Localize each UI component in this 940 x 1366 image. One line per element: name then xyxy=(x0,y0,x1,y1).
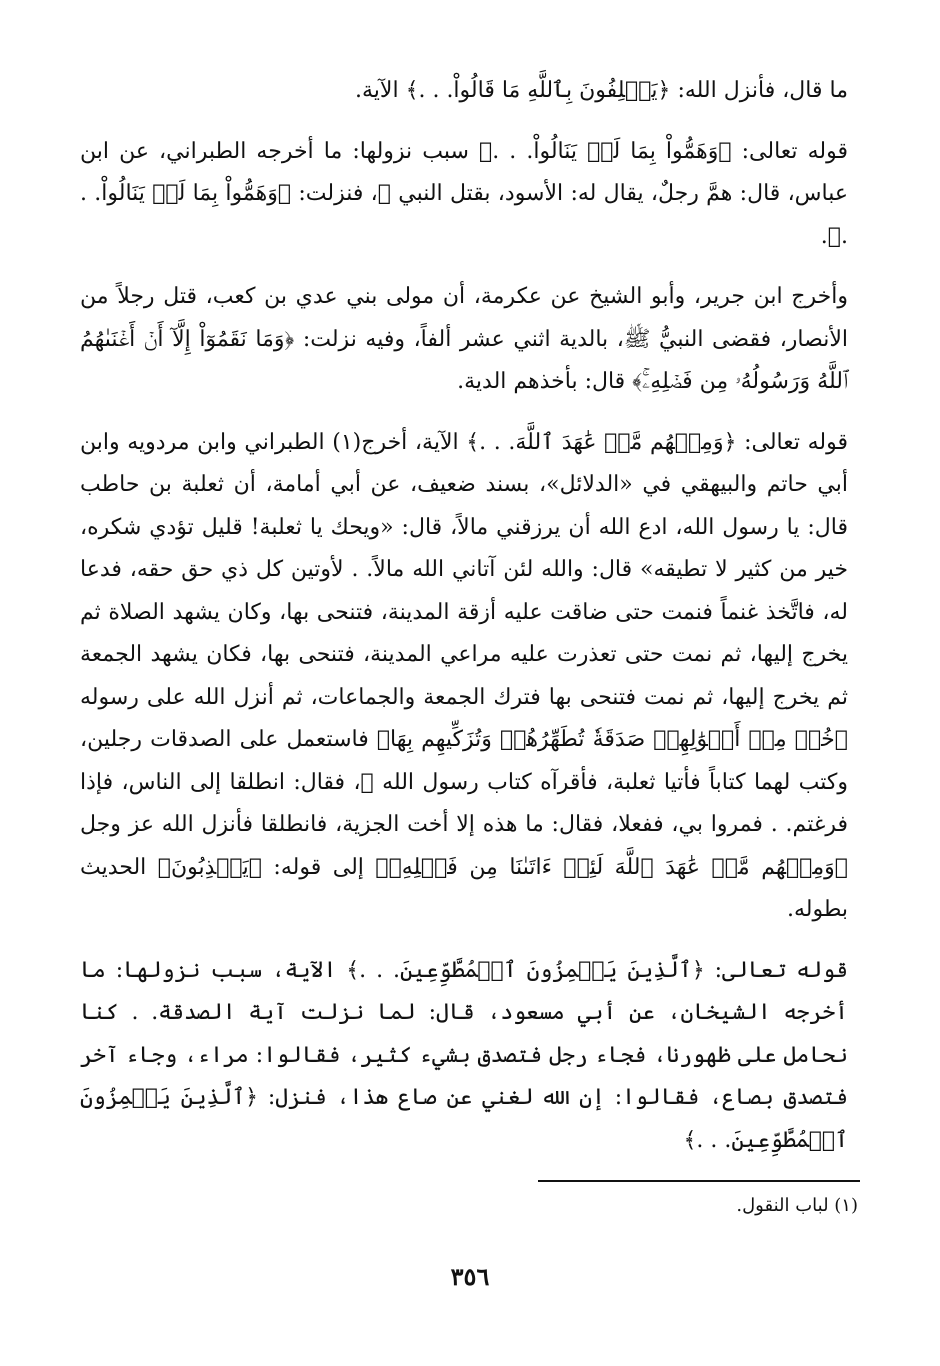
paragraph: قوله تعالى: ﴿وَمِنۡهُم مَّنۡ عَٰهَدَ ٱللَّهَ. . .﴾ الآية، أخرج(١) الطبراني وابن مردويه وابن أبي حاتم والبيهقي في «الدلائل»، بسند ضعيف، عن أبي أمامة، أن ثعلبة بن حاطب قال: يا رسول الله، ادع الله أن يرزقني مالاً، قال: «ويحك يا ثعلبة! قليل تؤدي شكره، خير من كثير لا تطيقه» قال: والله لئن آتاني الله مالاً. . لأوتين كل ذي حق حقه، فدعا له، فاتَّخذ غنماً فنمت حتى ضاقت عليه أزقة المدينة، فتنحى بها، وكان يشهد الصلاة ثم يخرج إليها، ثم نمت حتى تعذرت عليه مراعي المدينة، فتنحى بها، فكان يشهد الجمعة ثم يخرج إليها، ثم نمت فتنحى بها فترك الجمعة والجماعات، ثم أنزل الله على رسوله ﴿خُذۡ مِنۡ أَمۡوَٰلِهِمۡ صَدَقَةٗ تُطَهِّرُهُمۡ وَتُزَكِّيهِم بِهَا﴾ فاستعمل على الصدقات رجلين، وكتب لهما كتاباً فأتيا ثعلبة، فأقرآه كتاب رسول الله ﷺ، فقال: انطلقا إلى الناس، فإذا فرغتم. . فمروا بي، ففعلا، فقال: ما هذه إلا أخت الجزية، فانطلقا فأنزل الله عز وجل ﴿وَمِنۡهُم مَّنۡ عَٰهَدَ ٱللَّهَ لَئِنۡ ءَاتَىٰنَا مِن فَضۡلِهِۦ﴾ إلى قوله: ﴿يَكۡذِبُونَ﴾ الحديث بطوله. xyxy=(80,429,848,922)
paragraph: قوله تعالى: ﴿ٱلَّذِينَ يَلۡمِزُونَ ٱلۡمُطَّوِّعِينَ. . .﴾ الآية، سبب نزولها: ما أخرجه الشيخان، عن أبي مسعود، قال: لما نزلت آية الصدقة. . كنا نحامل على ظهورنا، فجاء رجل فتصدق بشيء كثير، فقالوا: مراء، وجاء آخر فتصدق بصاع، فقالوا: إن الله لغني عن صاع هذا، فنزل: ﴿ٱلَّذِينَ يَلۡمِزُونَ ٱلۡمُطَّوِّعِينَ. . .﴾ xyxy=(80,957,848,1153)
page-number: ٣٥٦ xyxy=(450,1262,490,1291)
paragraph: وأخرج ابن جرير، وأبو الشيخ عن عكرمة، أن مولى بني عدي بن كعب، قتل رجلاً من الأنصار، فقضى النبيُّ ﷺ، بالدية اثني عشر ألفاً، وفيه نزلت: ﴿وَمَا نَقَمُوٓاْ إِلَّآ أَنۡ أَغۡنَىٰهُمُ ٱللَّهُ وَرَسُولُهُۥ مِن فَضۡلِهِۦۚ﴾ قال: بأخذهم الدية. xyxy=(80,284,848,394)
footnote: (١) لباب النقول. xyxy=(736,1195,858,1216)
paragraph: ما قال، فأنزل الله: ﴿يَحۡلِفُونَ بِٱللَّهِ مَا قَالُواْ. . .﴾ الآية. xyxy=(355,78,848,103)
paragraph: قوله تعالى: ﴿وَهَمُّواْ بِمَا لَمۡ يَنَالُواْ. . .﴾ سبب نزولها: ما أخرجه الطبراني، عن ابن عباس، قال: همَّ رجلٌ، يقال له: الأسود، بقتل النبي ﷺ، فنزلت: ﴿وَهَمُّواْ بِمَا لَمۡ يَنَالُواْ. . .﴾. xyxy=(80,138,848,249)
footnote-separator xyxy=(538,1180,860,1182)
main-text xyxy=(80,70,848,1162)
